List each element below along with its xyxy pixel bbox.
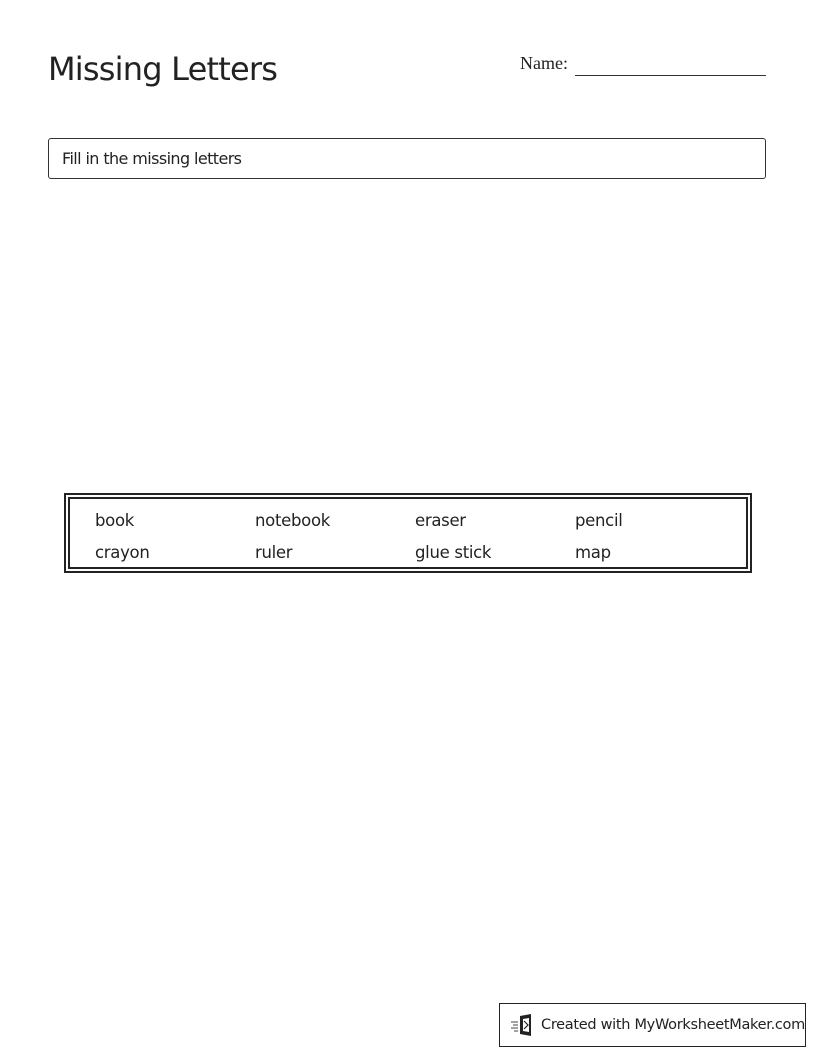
word-bank-item: pencil (575, 511, 623, 530)
page-title: Missing Letters (48, 50, 278, 88)
name-field-row (520, 52, 766, 74)
word-bank-item: ruler (255, 543, 293, 562)
word-bank-inner-border (68, 497, 748, 569)
word-bank (64, 493, 752, 573)
name-label: Name: (520, 53, 568, 73)
instructions-text: Fill in the missing letters (62, 149, 242, 168)
word-bank-grid (95, 510, 735, 574)
credit-text: Created with MyWorksheetMaker.com (541, 1017, 805, 1033)
word-bank-item: book (95, 511, 135, 530)
word-bank-item: glue stick (415, 543, 492, 562)
worksheet-maker-logo-icon (510, 1013, 536, 1037)
word-bank-item: crayon (95, 543, 150, 562)
created-with-badge[interactable] (499, 1003, 806, 1047)
word-bank-item: map (575, 543, 611, 562)
word-bank-item: notebook (255, 511, 330, 530)
instructions-box (48, 138, 766, 179)
name-blank-line (575, 75, 766, 76)
word-bank-item: eraser (415, 511, 466, 530)
